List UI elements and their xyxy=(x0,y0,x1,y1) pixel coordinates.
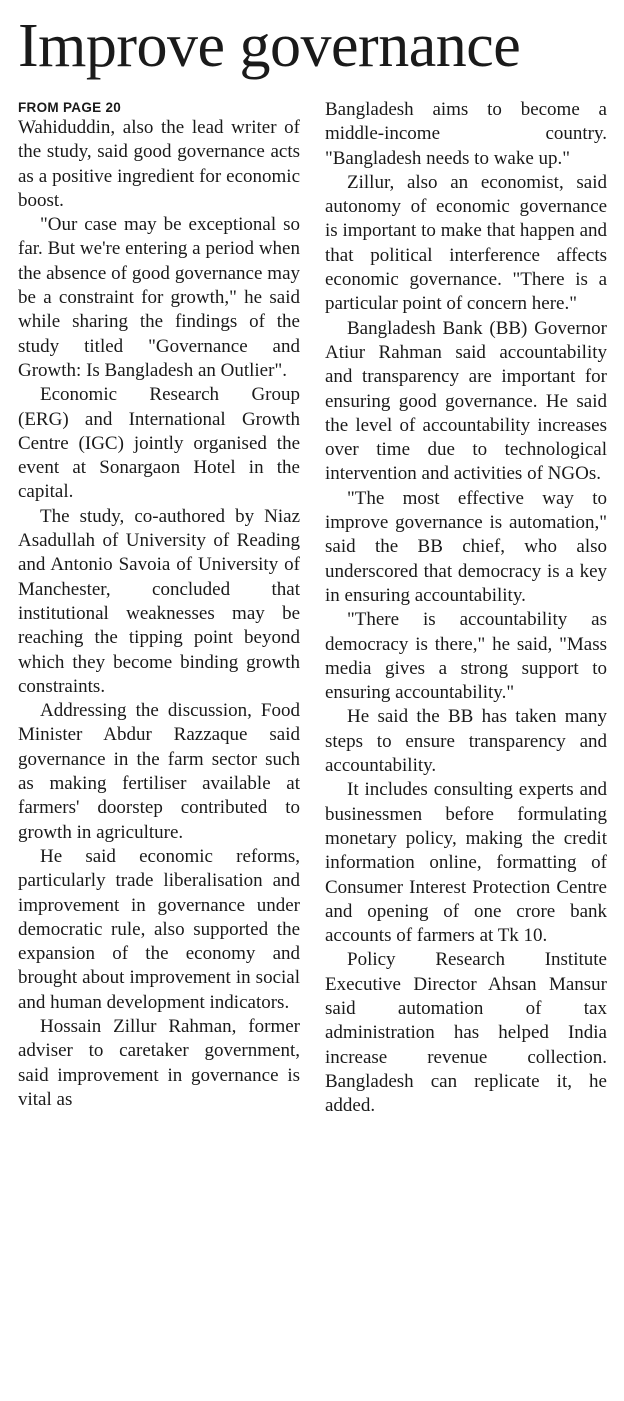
paragraph: "There is accountability as democracy is there," he said, "Mass media gives a strong support to ensuring accountability." xyxy=(325,609,607,704)
paragraph: Policy Research Institute Executive Director Ahsan Mansur said automation of tax administration has helped India increase revenue collection. Bangladesh can replicate it, he added. xyxy=(325,949,607,1117)
paragraph: Bangladesh aims to become a middle-income country. "Bangladesh needs to wake up." xyxy=(325,99,607,169)
paragraph: The study, co-authored by Niaz Asadullah of University of Reading and Antonio Savoia of University of Manchester, concluded that institutional weaknesses may be reaching the tipping point beyond which they become binding growth constraints. xyxy=(18,505,300,697)
paragraph: Hossain Zillur Rahman, former adviser to caretaker government, said improvement in governance is vital as xyxy=(18,1015,300,1110)
paragraph: He said economic reforms, particularly trade liberalisation and improvement in governance under democratic rule, also supported the expansion of the economy and brought about improvement in social and human development indicators. xyxy=(18,845,300,1013)
paragraph: Bangladesh Bank (BB) Governor Atiur Rahman said accountability and transparency are important for ensuring good governance. He said the level of accountability increases over time due to technological intervention and activities of NGOs. xyxy=(325,317,607,485)
paragraph: Addressing the discussion, Food Minister Abdur Razzaque said governance in the farm sector such as making fertiliser available at farmers' doorstep contributed to growth in agriculture. xyxy=(18,700,300,843)
paragraph: "Our case may be exceptional so far. But we're entering a period when the absence of good governance may be a constraint for growth," he said while sharing the findings of the study titled "Governance and Growth: Is Bangladesh an Outlier". xyxy=(18,214,300,381)
paragraph: Zillur, also an economist, said autonomy of economic governance is important to make that happen and that political interference affects economic governance. "There is a particular point of concern here." xyxy=(325,171,607,315)
article-column-right xyxy=(325,98,607,1118)
paragraph: It includes consulting experts and businessmen before formulating monetary policy, making the credit information online, formatting of Consumer Interest Protection Centre and opening of one crore bank accounts of farmers at Tk 10. xyxy=(325,779,607,947)
paragraph: "The most effective way to improve governance is automation," said the BB chief, who also underscored that democracy is a key in ensuring accountability. xyxy=(325,487,607,606)
paragraph: Wahiduddin, also the lead writer of the study, said good governance acts as a positive ingredient for economic boost. xyxy=(18,117,300,211)
paragraph: Economic Research Group (ERG) and International Growth Centre (IGC) jointly organised the event at Sonargaon Hotel in the capital. xyxy=(18,384,300,503)
paragraph: He said the BB has taken many steps to ensure transparency and accountability. xyxy=(325,706,607,777)
article-column-left xyxy=(18,98,300,1112)
continuation-kicker: FROM PAGE 20 xyxy=(18,100,122,115)
headline: Improve governance xyxy=(18,12,521,80)
